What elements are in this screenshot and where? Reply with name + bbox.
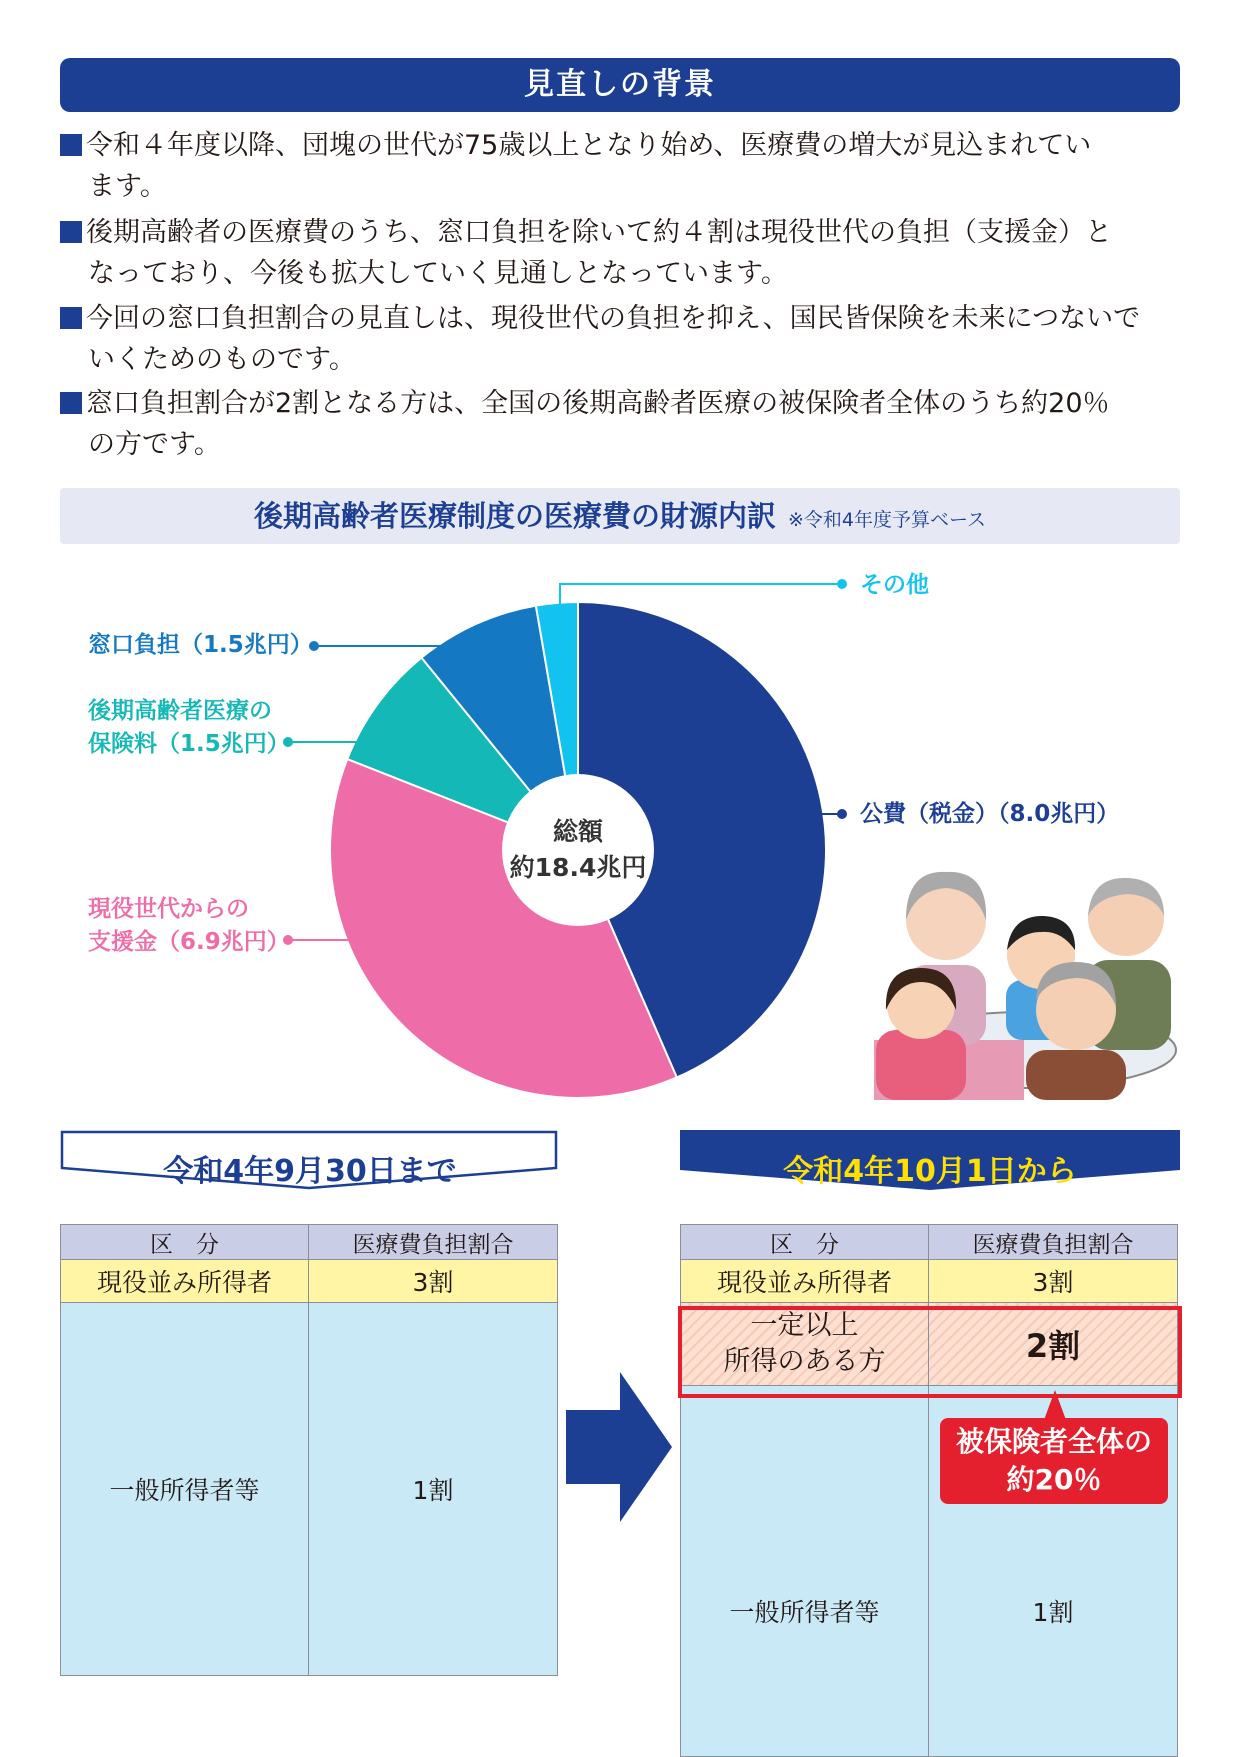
header-ratio: 医療費負担割合 xyxy=(929,1225,1178,1260)
cell-category: 一般所得者等 xyxy=(61,1303,309,1676)
center-label-1: 総額 xyxy=(552,817,604,846)
section-title: 見直しの背景 xyxy=(60,58,1180,112)
label-support-2: 支援金（6.9兆円） xyxy=(88,929,290,955)
label-copay: 窓口負担（1.5兆円） xyxy=(88,632,313,658)
table-row xyxy=(61,1303,558,1676)
header-category: 区 分 xyxy=(61,1225,309,1260)
bullet-text-cont: ます。 xyxy=(88,171,167,202)
period-before: 令和4年9月30日まで xyxy=(163,1154,457,1189)
bullet-paragraph xyxy=(60,212,1180,294)
label-premium-1: 後期高齢者医療の xyxy=(88,698,272,724)
label-other: その他 xyxy=(860,572,929,598)
bullet-text-cont: の方です。 xyxy=(88,429,221,460)
bullet-square-icon xyxy=(60,307,82,329)
bullet-text: 窓口負担割合が2割となる方は、全国の後期高齢者医療の被保険者全体のうち約20％ xyxy=(86,388,1110,419)
arrow-right-icon xyxy=(566,1372,674,1522)
label-public: 公費（税金）（8.0兆円） xyxy=(860,801,1120,827)
cell-ratio: 3割 xyxy=(309,1260,558,1303)
chart-title-band xyxy=(60,488,1180,544)
bullet-square-icon xyxy=(60,392,82,414)
label-premium-2: 保険料（1.5兆円） xyxy=(88,731,290,757)
header-category: 区 分 xyxy=(681,1225,929,1260)
bullet-paragraph xyxy=(60,298,1180,380)
table-row xyxy=(681,1260,1178,1303)
cell-category: 一般所得者等 xyxy=(681,1386,929,1757)
bullet-square-icon xyxy=(60,134,82,156)
cell-ratio: 3割 xyxy=(929,1260,1178,1303)
callout-line1: 被保険者全体の xyxy=(955,1425,1152,1458)
cell-ratio-new: 2割 xyxy=(929,1303,1178,1386)
cell-category: 現役並み所得者 xyxy=(61,1260,309,1303)
cell-category-line2: 所得のある方 xyxy=(723,1346,886,1377)
bullet-square-icon xyxy=(60,221,82,243)
bullet-text: 令和４年度以降、団塊の世代が75歳以上となり始め、医療費の増大が見込まれてい xyxy=(86,130,1092,161)
bullet-paragraph xyxy=(60,383,1180,465)
table-row xyxy=(61,1260,558,1303)
bullet-text-cont: いくためのものです。 xyxy=(88,344,356,375)
callout-badge xyxy=(940,1418,1168,1504)
chart-note: ※令和4年度予算ベース xyxy=(787,509,987,531)
bullet-text: 今回の窓口負担割合の見直しは、現役世代の負担を抑え、国民皆保険を未来につないで xyxy=(86,303,1141,334)
family-illustration xyxy=(866,850,1180,1100)
callout-line2: 約20％ xyxy=(1006,1463,1102,1496)
leader-dot-other xyxy=(837,579,847,589)
bullet-text: 後期高齢者の医療費のうち、窓口負担を除いて約４割は現役世代の負担（支援金）と xyxy=(86,217,1112,248)
cell-category: 現役並み所得者 xyxy=(681,1260,929,1303)
center-label-2: 約18.4兆円 xyxy=(509,853,647,882)
label-support-1: 現役世代からの xyxy=(88,896,249,922)
before-table xyxy=(60,1224,558,1676)
bullet-text-cont: なっており、今後も拡大していく見通しとなっています。 xyxy=(88,258,788,289)
cell-ratio: 1割 xyxy=(309,1303,558,1676)
header-ratio: 医療費負担割合 xyxy=(309,1225,558,1260)
donut-hole xyxy=(502,774,654,926)
highlight-frame xyxy=(678,1306,1182,1398)
cell-ratio: 1割 xyxy=(929,1386,1178,1757)
period-after: 令和4年10月1日から xyxy=(783,1154,1077,1189)
bullet-paragraph xyxy=(60,125,1180,207)
leader-dot-public xyxy=(837,809,847,819)
chart-title: 後期高齢者医療制度の医療費の財源内訳 xyxy=(253,499,776,533)
cell-category-line1: 一定以上 xyxy=(750,1310,859,1341)
